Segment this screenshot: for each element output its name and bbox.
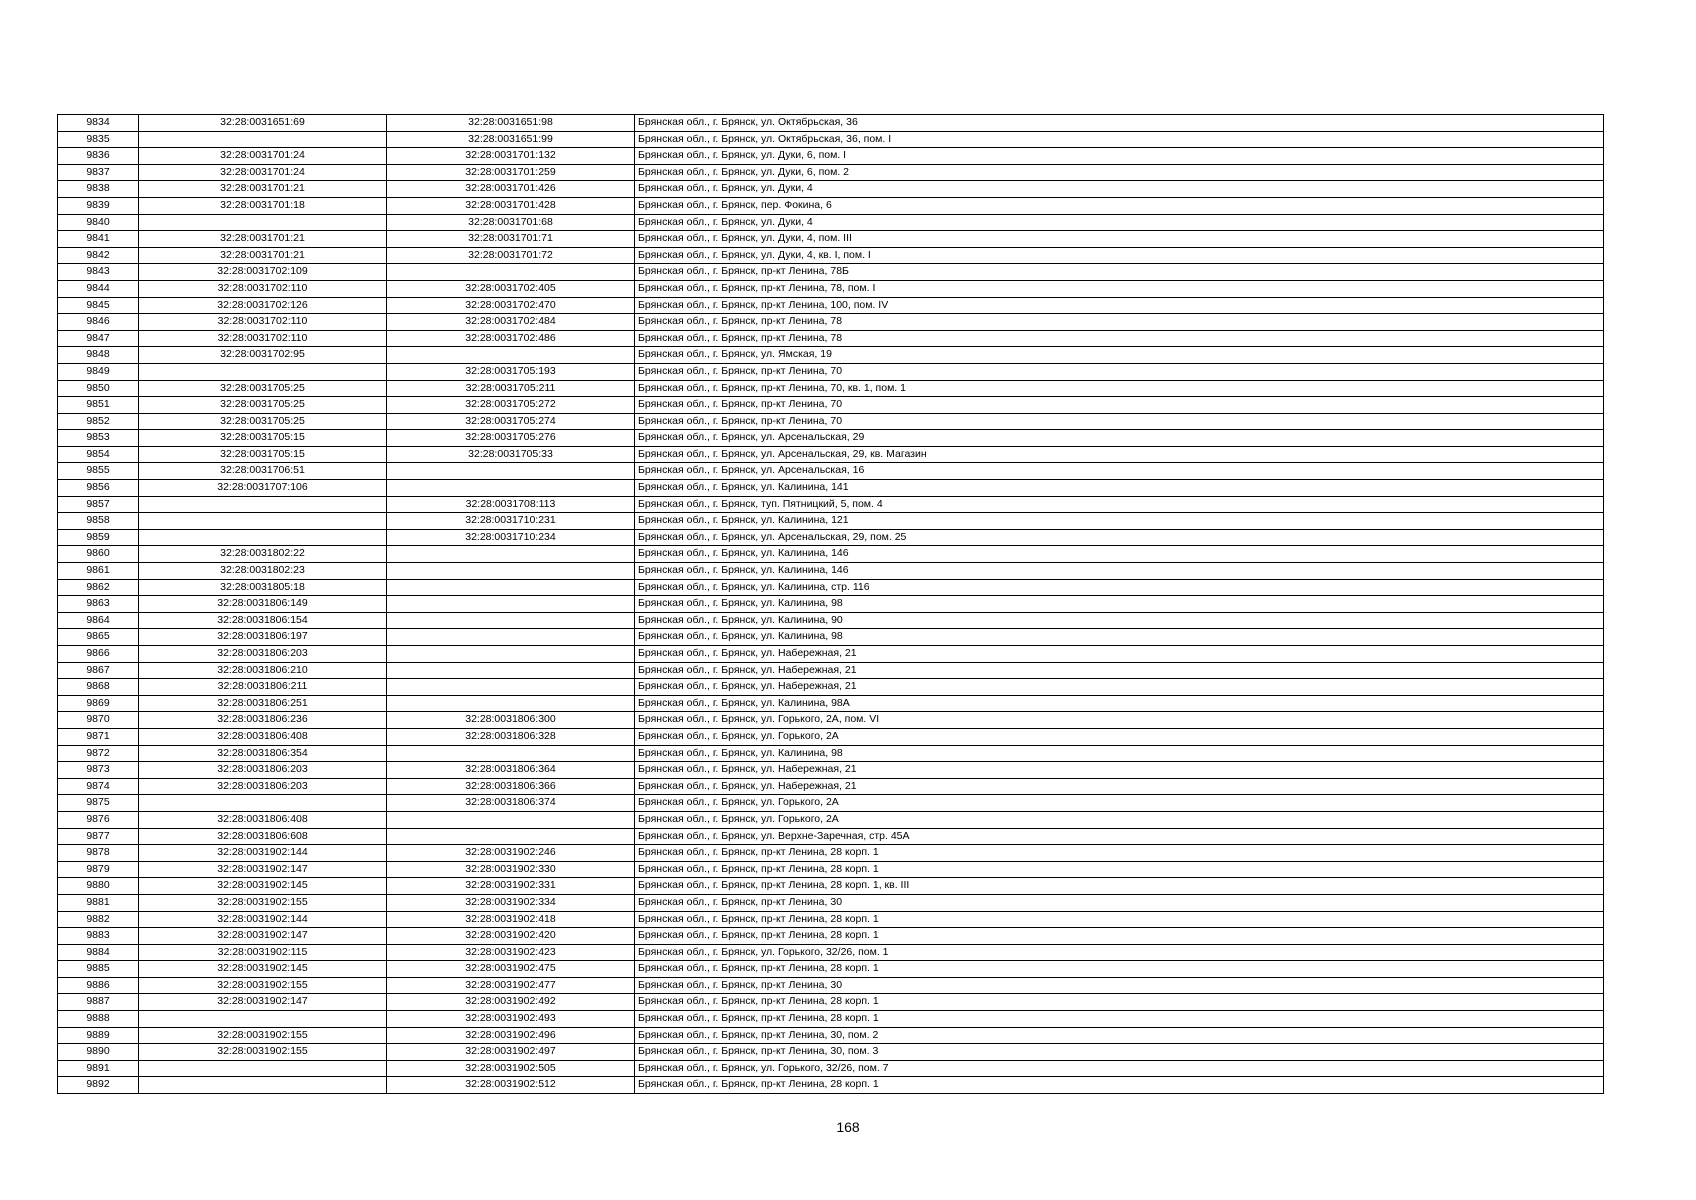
row-number-cell: 9836 bbox=[58, 148, 139, 165]
row-number-cell: 9866 bbox=[58, 646, 139, 663]
row-number-cell: 9871 bbox=[58, 728, 139, 745]
address-cell: Брянская обл., г. Брянск, ул. Верхне-Заречная, стр. 45А bbox=[635, 828, 1604, 845]
land-cadastral-number-cell: 32:28:0031806:149 bbox=[139, 596, 387, 613]
land-cadastral-number-cell bbox=[139, 513, 387, 530]
land-cadastral-number-cell: 32:28:0031705:15 bbox=[139, 430, 387, 447]
land-cadastral-number-cell: 32:28:0031902:155 bbox=[139, 894, 387, 911]
row-number-cell: 9850 bbox=[58, 380, 139, 397]
object-cadastral-number-cell bbox=[387, 679, 635, 696]
land-cadastral-number-cell: 32:28:0031702:110 bbox=[139, 314, 387, 331]
land-cadastral-number-cell: 32:28:0031651:69 bbox=[139, 115, 387, 132]
address-cell: Брянская обл., г. Брянск, пр-кт Ленина, 78 bbox=[635, 330, 1604, 347]
address-cell: Брянская обл., г. Брянск, ул. Горького, 32/26, пом. 7 bbox=[635, 1060, 1604, 1077]
table-row bbox=[58, 131, 1604, 148]
table-row bbox=[58, 944, 1604, 961]
object-cadastral-number-cell: 32:28:0031806:300 bbox=[387, 712, 635, 729]
land-cadastral-number-cell: 32:28:0031806:203 bbox=[139, 762, 387, 779]
row-number-cell: 9890 bbox=[58, 1044, 139, 1061]
table-row bbox=[58, 928, 1604, 945]
table-row bbox=[58, 795, 1604, 812]
table-row bbox=[58, 314, 1604, 331]
row-number-cell: 9867 bbox=[58, 662, 139, 679]
address-cell: Брянская обл., г. Брянск, туп. Пятницкий, 5, пом. 4 bbox=[635, 496, 1604, 513]
land-cadastral-number-cell bbox=[139, 214, 387, 231]
row-number-cell: 9880 bbox=[58, 878, 139, 895]
object-cadastral-number-cell: 32:28:0031701:426 bbox=[387, 181, 635, 198]
address-cell: Брянская обл., г. Брянск, ул. Калинина, 121 bbox=[635, 513, 1604, 530]
row-number-cell: 9835 bbox=[58, 131, 139, 148]
land-cadastral-number-cell: 32:28:0031902:144 bbox=[139, 845, 387, 862]
table-row bbox=[58, 762, 1604, 779]
object-cadastral-number-cell: 32:28:0031701:72 bbox=[387, 247, 635, 264]
address-cell: Брянская обл., г. Брянск, пр-кт Ленина, 28 корп. 1 bbox=[635, 845, 1604, 862]
object-cadastral-number-cell bbox=[387, 745, 635, 762]
table-row bbox=[58, 297, 1604, 314]
address-cell: Брянская обл., г. Брянск, ул. Калинина, 98 bbox=[635, 745, 1604, 762]
address-cell: Брянская обл., г. Брянск, пр-кт Ленина, 28 корп. 1 bbox=[635, 961, 1604, 978]
table-row bbox=[58, 280, 1604, 297]
object-cadastral-number-cell: 32:28:0031701:259 bbox=[387, 164, 635, 181]
table-row bbox=[58, 446, 1604, 463]
object-cadastral-number-cell: 32:28:0031702:486 bbox=[387, 330, 635, 347]
table-row bbox=[58, 977, 1604, 994]
address-cell: Брянская обл., г. Брянск, ул. Дуки, 4 bbox=[635, 214, 1604, 231]
table-row bbox=[58, 397, 1604, 414]
row-number-cell: 9838 bbox=[58, 181, 139, 198]
address-cell: Брянская обл., г. Брянск, ул. Калинина, 141 bbox=[635, 480, 1604, 497]
land-cadastral-number-cell: 32:28:0031702:95 bbox=[139, 347, 387, 364]
object-cadastral-number-cell: 32:28:0031651:99 bbox=[387, 131, 635, 148]
address-cell: Брянская обл., г. Брянск, ул. Калинина, 146 bbox=[635, 563, 1604, 580]
land-cadastral-number-cell: 32:28:0031806:354 bbox=[139, 745, 387, 762]
land-cadastral-number-cell: 32:28:0031806:197 bbox=[139, 629, 387, 646]
object-cadastral-number-cell: 32:28:0031806:366 bbox=[387, 778, 635, 795]
address-cell: Брянская обл., г. Брянск, пр-кт Ленина, 28 корп. 1 bbox=[635, 861, 1604, 878]
object-cadastral-number-cell: 32:28:0031902:493 bbox=[387, 1011, 635, 1028]
land-cadastral-number-cell bbox=[139, 131, 387, 148]
row-number-cell: 9848 bbox=[58, 347, 139, 364]
row-number-cell: 9841 bbox=[58, 231, 139, 248]
table-row bbox=[58, 148, 1604, 165]
land-cadastral-number-cell: 32:28:0031902:155 bbox=[139, 1044, 387, 1061]
table-row bbox=[58, 579, 1604, 596]
row-number-cell: 9845 bbox=[58, 297, 139, 314]
row-number-cell: 9873 bbox=[58, 762, 139, 779]
table-row bbox=[58, 662, 1604, 679]
object-cadastral-number-cell: 32:28:0031902:330 bbox=[387, 861, 635, 878]
table-row bbox=[58, 612, 1604, 629]
object-cadastral-number-cell: 32:28:0031902:477 bbox=[387, 977, 635, 994]
object-cadastral-number-cell: 32:28:0031651:98 bbox=[387, 115, 635, 132]
address-cell: Брянская обл., г. Брянск, ул. Октябрьская, 36, пом. I bbox=[635, 131, 1604, 148]
address-cell: Брянская обл., г. Брянск, пр-кт Ленина, 28 корп. 1 bbox=[635, 1077, 1604, 1094]
row-number-cell: 9855 bbox=[58, 463, 139, 480]
land-cadastral-number-cell: 32:28:0031706:51 bbox=[139, 463, 387, 480]
object-cadastral-number-cell: 32:28:0031902:475 bbox=[387, 961, 635, 978]
row-number-cell: 9869 bbox=[58, 695, 139, 712]
land-cadastral-number-cell: 32:28:0031701:24 bbox=[139, 164, 387, 181]
land-cadastral-number-cell: 32:28:0031902:147 bbox=[139, 994, 387, 1011]
object-cadastral-number-cell bbox=[387, 546, 635, 563]
table-row bbox=[58, 629, 1604, 646]
object-cadastral-number-cell: 32:28:0031902:505 bbox=[387, 1060, 635, 1077]
address-cell: Брянская обл., г. Брянск, ул. Горького, 2А, пом. VI bbox=[635, 712, 1604, 729]
row-number-cell: 9862 bbox=[58, 579, 139, 596]
land-cadastral-number-cell: 32:28:0031701:24 bbox=[139, 148, 387, 165]
registry-table-body bbox=[58, 115, 1604, 1094]
object-cadastral-number-cell: 32:28:0031902:420 bbox=[387, 928, 635, 945]
row-number-cell: 9877 bbox=[58, 828, 139, 845]
object-cadastral-number-cell: 32:28:0031806:328 bbox=[387, 728, 635, 745]
table-row bbox=[58, 828, 1604, 845]
row-number-cell: 9885 bbox=[58, 961, 139, 978]
address-cell: Брянская обл., г. Брянск, пр-кт Ленина, 78 bbox=[635, 314, 1604, 331]
row-number-cell: 9849 bbox=[58, 363, 139, 380]
land-cadastral-number-cell: 32:28:0031701:21 bbox=[139, 247, 387, 264]
table-row bbox=[58, 214, 1604, 231]
address-cell: Брянская обл., г. Брянск, ул. Горького, 32/26, пом. 1 bbox=[635, 944, 1604, 961]
row-number-cell: 9864 bbox=[58, 612, 139, 629]
table-row bbox=[58, 181, 1604, 198]
address-cell: Брянская обл., г. Брянск, ул. Дуки, 6, пом. I bbox=[635, 148, 1604, 165]
object-cadastral-number-cell: 32:28:0031902:512 bbox=[387, 1077, 635, 1094]
object-cadastral-number-cell: 32:28:0031708:113 bbox=[387, 496, 635, 513]
land-cadastral-number-cell: 32:28:0031902:144 bbox=[139, 911, 387, 928]
row-number-cell: 9881 bbox=[58, 894, 139, 911]
table-row bbox=[58, 695, 1604, 712]
object-cadastral-number-cell: 32:28:0031902:496 bbox=[387, 1027, 635, 1044]
address-cell: Брянская обл., г. Брянск, пр-кт Ленина, 30, пом. 3 bbox=[635, 1044, 1604, 1061]
address-cell: Брянская обл., г. Брянск, пр-кт Ленина, 70 bbox=[635, 397, 1604, 414]
object-cadastral-number-cell: 32:28:0031701:428 bbox=[387, 197, 635, 214]
address-cell: Брянская обл., г. Брянск, пр-кт Ленина, 30 bbox=[635, 977, 1604, 994]
table-row bbox=[58, 596, 1604, 613]
land-cadastral-number-cell: 32:28:0031806:251 bbox=[139, 695, 387, 712]
address-cell: Брянская обл., г. Брянск, пр-кт Ленина, 30 bbox=[635, 894, 1604, 911]
land-cadastral-number-cell: 32:28:0031806:203 bbox=[139, 646, 387, 663]
row-number-cell: 9883 bbox=[58, 928, 139, 945]
address-cell: Брянская обл., г. Брянск, ул. Калинина, 98 bbox=[635, 629, 1604, 646]
object-cadastral-number-cell: 32:28:0031701:132 bbox=[387, 148, 635, 165]
row-number-cell: 9887 bbox=[58, 994, 139, 1011]
address-cell: Брянская обл., г. Брянск, пр-кт Ленина, 70 bbox=[635, 363, 1604, 380]
land-cadastral-number-cell bbox=[139, 1077, 387, 1094]
land-cadastral-number-cell: 32:28:0031702:110 bbox=[139, 330, 387, 347]
object-cadastral-number-cell: 32:28:0031705:274 bbox=[387, 413, 635, 430]
row-number-cell: 9856 bbox=[58, 480, 139, 497]
address-cell: Брянская обл., г. Брянск, пр-кт Ленина, 28 корп. 1 bbox=[635, 928, 1604, 945]
land-cadastral-number-cell: 32:28:0031705:15 bbox=[139, 446, 387, 463]
address-cell: Брянская обл., г. Брянск, пр-кт Ленина, 28 корп. 1 bbox=[635, 911, 1604, 928]
row-number-cell: 9874 bbox=[58, 778, 139, 795]
table-row bbox=[58, 115, 1604, 132]
table-row bbox=[58, 264, 1604, 281]
row-number-cell: 9846 bbox=[58, 314, 139, 331]
row-number-cell: 9879 bbox=[58, 861, 139, 878]
object-cadastral-number-cell: 32:28:0031710:234 bbox=[387, 529, 635, 546]
row-number-cell: 9865 bbox=[58, 629, 139, 646]
row-number-cell: 9844 bbox=[58, 280, 139, 297]
address-cell: Брянская обл., г. Брянск, пр-кт Ленина, 100, пом. IV bbox=[635, 297, 1604, 314]
object-cadastral-number-cell: 32:28:0031702:470 bbox=[387, 297, 635, 314]
row-number-cell: 9853 bbox=[58, 430, 139, 447]
address-cell: Брянская обл., г. Брянск, ул. Калинина, 98А bbox=[635, 695, 1604, 712]
table-row bbox=[58, 546, 1604, 563]
address-cell: Брянская обл., г. Брянск, ул. Дуки, 4, кв. I, пом. I bbox=[635, 247, 1604, 264]
address-cell: Брянская обл., г. Брянск, ул. Набережная, 21 bbox=[635, 662, 1604, 679]
land-cadastral-number-cell: 32:28:0031902:147 bbox=[139, 861, 387, 878]
row-number-cell: 9884 bbox=[58, 944, 139, 961]
table-row bbox=[58, 363, 1604, 380]
object-cadastral-number-cell: 32:28:0031701:71 bbox=[387, 231, 635, 248]
address-cell: Брянская обл., г. Брянск, ул. Горького, 2А bbox=[635, 795, 1604, 812]
land-cadastral-number-cell: 32:28:0031705:25 bbox=[139, 397, 387, 414]
object-cadastral-number-cell bbox=[387, 662, 635, 679]
table-row bbox=[58, 1060, 1604, 1077]
row-number-cell: 9843 bbox=[58, 264, 139, 281]
address-cell: Брянская обл., г. Брянск, ул. Арсенальская, 16 bbox=[635, 463, 1604, 480]
object-cadastral-number-cell: 32:28:0031806:364 bbox=[387, 762, 635, 779]
address-cell: Брянская обл., г. Брянск, ул. Набережная, 21 bbox=[635, 762, 1604, 779]
table-row bbox=[58, 529, 1604, 546]
object-cadastral-number-cell: 32:28:0031705:211 bbox=[387, 380, 635, 397]
property-registry-table bbox=[57, 114, 1604, 1094]
object-cadastral-number-cell bbox=[387, 480, 635, 497]
object-cadastral-number-cell bbox=[387, 811, 635, 828]
address-cell: Брянская обл., г. Брянск, пер. Фокина, 6 bbox=[635, 197, 1604, 214]
object-cadastral-number-cell bbox=[387, 264, 635, 281]
object-cadastral-number-cell bbox=[387, 646, 635, 663]
land-cadastral-number-cell: 32:28:0031902:147 bbox=[139, 928, 387, 945]
address-cell: Брянская обл., г. Брянск, пр-кт Ленина, 28 корп. 1 bbox=[635, 994, 1604, 1011]
land-cadastral-number-cell: 32:28:0031806:608 bbox=[139, 828, 387, 845]
object-cadastral-number-cell: 32:28:0031710:231 bbox=[387, 513, 635, 530]
row-number-cell: 9840 bbox=[58, 214, 139, 231]
address-cell: Брянская обл., г. Брянск, ул. Октябрьская, 36 bbox=[635, 115, 1604, 132]
table-row bbox=[58, 1044, 1604, 1061]
land-cadastral-number-cell: 32:28:0031701:21 bbox=[139, 181, 387, 198]
land-cadastral-number-cell: 32:28:0031806:408 bbox=[139, 728, 387, 745]
address-cell: Брянская обл., г. Брянск, ул. Дуки, 6, пом. 2 bbox=[635, 164, 1604, 181]
object-cadastral-number-cell: 32:28:0031702:484 bbox=[387, 314, 635, 331]
object-cadastral-number-cell: 32:28:0031806:374 bbox=[387, 795, 635, 812]
land-cadastral-number-cell: 32:28:0031802:23 bbox=[139, 563, 387, 580]
address-cell: Брянская обл., г. Брянск, ул. Набережная, 21 bbox=[635, 778, 1604, 795]
table-row bbox=[58, 430, 1604, 447]
land-cadastral-number-cell: 32:28:0031806:211 bbox=[139, 679, 387, 696]
land-cadastral-number-cell: 32:28:0031902:155 bbox=[139, 977, 387, 994]
table-row bbox=[58, 513, 1604, 530]
address-cell: Брянская обл., г. Брянск, пр-кт Ленина, 70, кв. 1, пом. 1 bbox=[635, 380, 1604, 397]
object-cadastral-number-cell bbox=[387, 463, 635, 480]
object-cadastral-number-cell: 32:28:0031902:246 bbox=[387, 845, 635, 862]
row-number-cell: 9842 bbox=[58, 247, 139, 264]
address-cell: Брянская обл., г. Брянск, ул. Ямская, 19 bbox=[635, 347, 1604, 364]
row-number-cell: 9861 bbox=[58, 563, 139, 580]
address-cell: Брянская обл., г. Брянск, пр-кт Ленина, 28 корп. 1 bbox=[635, 1011, 1604, 1028]
row-number-cell: 9886 bbox=[58, 977, 139, 994]
land-cadastral-number-cell: 32:28:0031702:109 bbox=[139, 264, 387, 281]
row-number-cell: 9872 bbox=[58, 745, 139, 762]
table-row bbox=[58, 247, 1604, 264]
address-cell: Брянская обл., г. Брянск, ул. Дуки, 4 bbox=[635, 181, 1604, 198]
table-row bbox=[58, 164, 1604, 181]
land-cadastral-number-cell bbox=[139, 529, 387, 546]
land-cadastral-number-cell: 32:28:0031705:25 bbox=[139, 380, 387, 397]
object-cadastral-number-cell: 32:28:0031705:272 bbox=[387, 397, 635, 414]
table-row bbox=[58, 463, 1604, 480]
object-cadastral-number-cell bbox=[387, 629, 635, 646]
table-row bbox=[58, 1027, 1604, 1044]
table-row bbox=[58, 778, 1604, 795]
address-cell: Брянская обл., г. Брянск, ул. Арсенальская, 29 bbox=[635, 430, 1604, 447]
land-cadastral-number-cell: 32:28:0031806:408 bbox=[139, 811, 387, 828]
row-number-cell: 9875 bbox=[58, 795, 139, 812]
row-number-cell: 9882 bbox=[58, 911, 139, 928]
row-number-cell: 9847 bbox=[58, 330, 139, 347]
address-cell: Брянская обл., г. Брянск, ул. Арсенальская, 29, пом. 25 bbox=[635, 529, 1604, 546]
table-row bbox=[58, 413, 1604, 430]
object-cadastral-number-cell: 32:28:0031705:193 bbox=[387, 363, 635, 380]
table-row bbox=[58, 646, 1604, 663]
table-row bbox=[58, 961, 1604, 978]
object-cadastral-number-cell: 32:28:0031902:331 bbox=[387, 878, 635, 895]
land-cadastral-number-cell: 32:28:0031705:25 bbox=[139, 413, 387, 430]
row-number-cell: 9851 bbox=[58, 397, 139, 414]
object-cadastral-number-cell bbox=[387, 612, 635, 629]
row-number-cell: 9834 bbox=[58, 115, 139, 132]
object-cadastral-number-cell bbox=[387, 828, 635, 845]
address-cell: Брянская обл., г. Брянск, ул. Набережная, 21 bbox=[635, 679, 1604, 696]
land-cadastral-number-cell: 32:28:0031806:210 bbox=[139, 662, 387, 679]
row-number-cell: 9857 bbox=[58, 496, 139, 513]
table-row bbox=[58, 811, 1604, 828]
land-cadastral-number-cell bbox=[139, 795, 387, 812]
object-cadastral-number-cell: 32:28:0031902:334 bbox=[387, 894, 635, 911]
table-row bbox=[58, 1011, 1604, 1028]
land-cadastral-number-cell: 32:28:0031902:145 bbox=[139, 961, 387, 978]
table-row bbox=[58, 330, 1604, 347]
land-cadastral-number-cell: 32:28:0031701:21 bbox=[139, 231, 387, 248]
row-number-cell: 9878 bbox=[58, 845, 139, 862]
table-row bbox=[58, 563, 1604, 580]
object-cadastral-number-cell: 32:28:0031702:405 bbox=[387, 280, 635, 297]
land-cadastral-number-cell: 32:28:0031806:154 bbox=[139, 612, 387, 629]
land-cadastral-number-cell: 32:28:0031902:155 bbox=[139, 1027, 387, 1044]
address-cell: Брянская обл., г. Брянск, ул. Горького, 2А bbox=[635, 728, 1604, 745]
row-number-cell: 9852 bbox=[58, 413, 139, 430]
address-cell: Брянская обл., г. Брянск, пр-кт Ленина, 28 корп. 1, кв. III bbox=[635, 878, 1604, 895]
address-cell: Брянская обл., г. Брянск, пр-кт Ленина, 78, пом. I bbox=[635, 280, 1604, 297]
row-number-cell: 9854 bbox=[58, 446, 139, 463]
object-cadastral-number-cell: 32:28:0031902:423 bbox=[387, 944, 635, 961]
row-number-cell: 9863 bbox=[58, 596, 139, 613]
table-row bbox=[58, 712, 1604, 729]
land-cadastral-number-cell: 32:28:0031701:18 bbox=[139, 197, 387, 214]
row-number-cell: 9868 bbox=[58, 679, 139, 696]
land-cadastral-number-cell: 32:28:0031806:203 bbox=[139, 778, 387, 795]
address-cell: Брянская обл., г. Брянск, ул. Калинина, 146 bbox=[635, 546, 1604, 563]
table-row bbox=[58, 994, 1604, 1011]
land-cadastral-number-cell: 32:28:0031707:106 bbox=[139, 480, 387, 497]
row-number-cell: 9889 bbox=[58, 1027, 139, 1044]
table-row bbox=[58, 679, 1604, 696]
row-number-cell: 9860 bbox=[58, 546, 139, 563]
table-row bbox=[58, 728, 1604, 745]
address-cell: Брянская обл., г. Брянск, ул. Горького, 2А bbox=[635, 811, 1604, 828]
table-row bbox=[58, 878, 1604, 895]
table-row bbox=[58, 347, 1604, 364]
table-row bbox=[58, 745, 1604, 762]
table-row bbox=[58, 911, 1604, 928]
object-cadastral-number-cell: 32:28:0031902:492 bbox=[387, 994, 635, 1011]
address-cell: Брянская обл., г. Брянск, пр-кт Ленина, 30, пом. 2 bbox=[635, 1027, 1604, 1044]
row-number-cell: 9888 bbox=[58, 1011, 139, 1028]
table-row bbox=[58, 1077, 1604, 1094]
land-cadastral-number-cell bbox=[139, 496, 387, 513]
address-cell: Брянская обл., г. Брянск, ул. Калинина, 90 bbox=[635, 612, 1604, 629]
row-number-cell: 9892 bbox=[58, 1077, 139, 1094]
land-cadastral-number-cell: 32:28:0031902:115 bbox=[139, 944, 387, 961]
address-cell: Брянская обл., г. Брянск, ул. Арсенальская, 29, кв. Магазин bbox=[635, 446, 1604, 463]
table-row bbox=[58, 231, 1604, 248]
table-row bbox=[58, 845, 1604, 862]
land-cadastral-number-cell: 32:28:0031802:22 bbox=[139, 546, 387, 563]
row-number-cell: 9870 bbox=[58, 712, 139, 729]
address-cell: Брянская обл., г. Брянск, ул. Дуки, 4, пом. III bbox=[635, 231, 1604, 248]
address-cell: Брянская обл., г. Брянск, ул. Калинина, стр. 116 bbox=[635, 579, 1604, 596]
object-cadastral-number-cell bbox=[387, 563, 635, 580]
object-cadastral-number-cell: 32:28:0031902:497 bbox=[387, 1044, 635, 1061]
land-cadastral-number-cell: 32:28:0031805:18 bbox=[139, 579, 387, 596]
table-row bbox=[58, 496, 1604, 513]
row-number-cell: 9891 bbox=[58, 1060, 139, 1077]
row-number-cell: 9859 bbox=[58, 529, 139, 546]
object-cadastral-number-cell: 32:28:0031902:418 bbox=[387, 911, 635, 928]
table-row bbox=[58, 480, 1604, 497]
object-cadastral-number-cell bbox=[387, 347, 635, 364]
object-cadastral-number-cell: 32:28:0031705:33 bbox=[387, 446, 635, 463]
address-cell: Брянская обл., г. Брянск, пр-кт Ленина, 70 bbox=[635, 413, 1604, 430]
land-cadastral-number-cell: 32:28:0031702:110 bbox=[139, 280, 387, 297]
object-cadastral-number-cell: 32:28:0031705:276 bbox=[387, 430, 635, 447]
object-cadastral-number-cell bbox=[387, 596, 635, 613]
address-cell: Брянская обл., г. Брянск, пр-кт Ленина, 78Б bbox=[635, 264, 1604, 281]
object-cadastral-number-cell: 32:28:0031701:68 bbox=[387, 214, 635, 231]
row-number-cell: 9837 bbox=[58, 164, 139, 181]
land-cadastral-number-cell: 32:28:0031806:236 bbox=[139, 712, 387, 729]
object-cadastral-number-cell bbox=[387, 579, 635, 596]
page-number: 168 bbox=[836, 1119, 860, 1135]
table-row bbox=[58, 861, 1604, 878]
land-cadastral-number-cell: 32:28:0031702:126 bbox=[139, 297, 387, 314]
row-number-cell: 9876 bbox=[58, 811, 139, 828]
land-cadastral-number-cell: 32:28:0031902:145 bbox=[139, 878, 387, 895]
land-cadastral-number-cell bbox=[139, 1011, 387, 1028]
table-row bbox=[58, 380, 1604, 397]
row-number-cell: 9839 bbox=[58, 197, 139, 214]
table-row bbox=[58, 197, 1604, 214]
address-cell: Брянская обл., г. Брянск, ул. Калинина, 98 bbox=[635, 596, 1604, 613]
land-cadastral-number-cell bbox=[139, 363, 387, 380]
address-cell: Брянская обл., г. Брянск, ул. Набережная, 21 bbox=[635, 646, 1604, 663]
object-cadastral-number-cell bbox=[387, 695, 635, 712]
table-row bbox=[58, 894, 1604, 911]
row-number-cell: 9858 bbox=[58, 513, 139, 530]
land-cadastral-number-cell bbox=[139, 1060, 387, 1077]
